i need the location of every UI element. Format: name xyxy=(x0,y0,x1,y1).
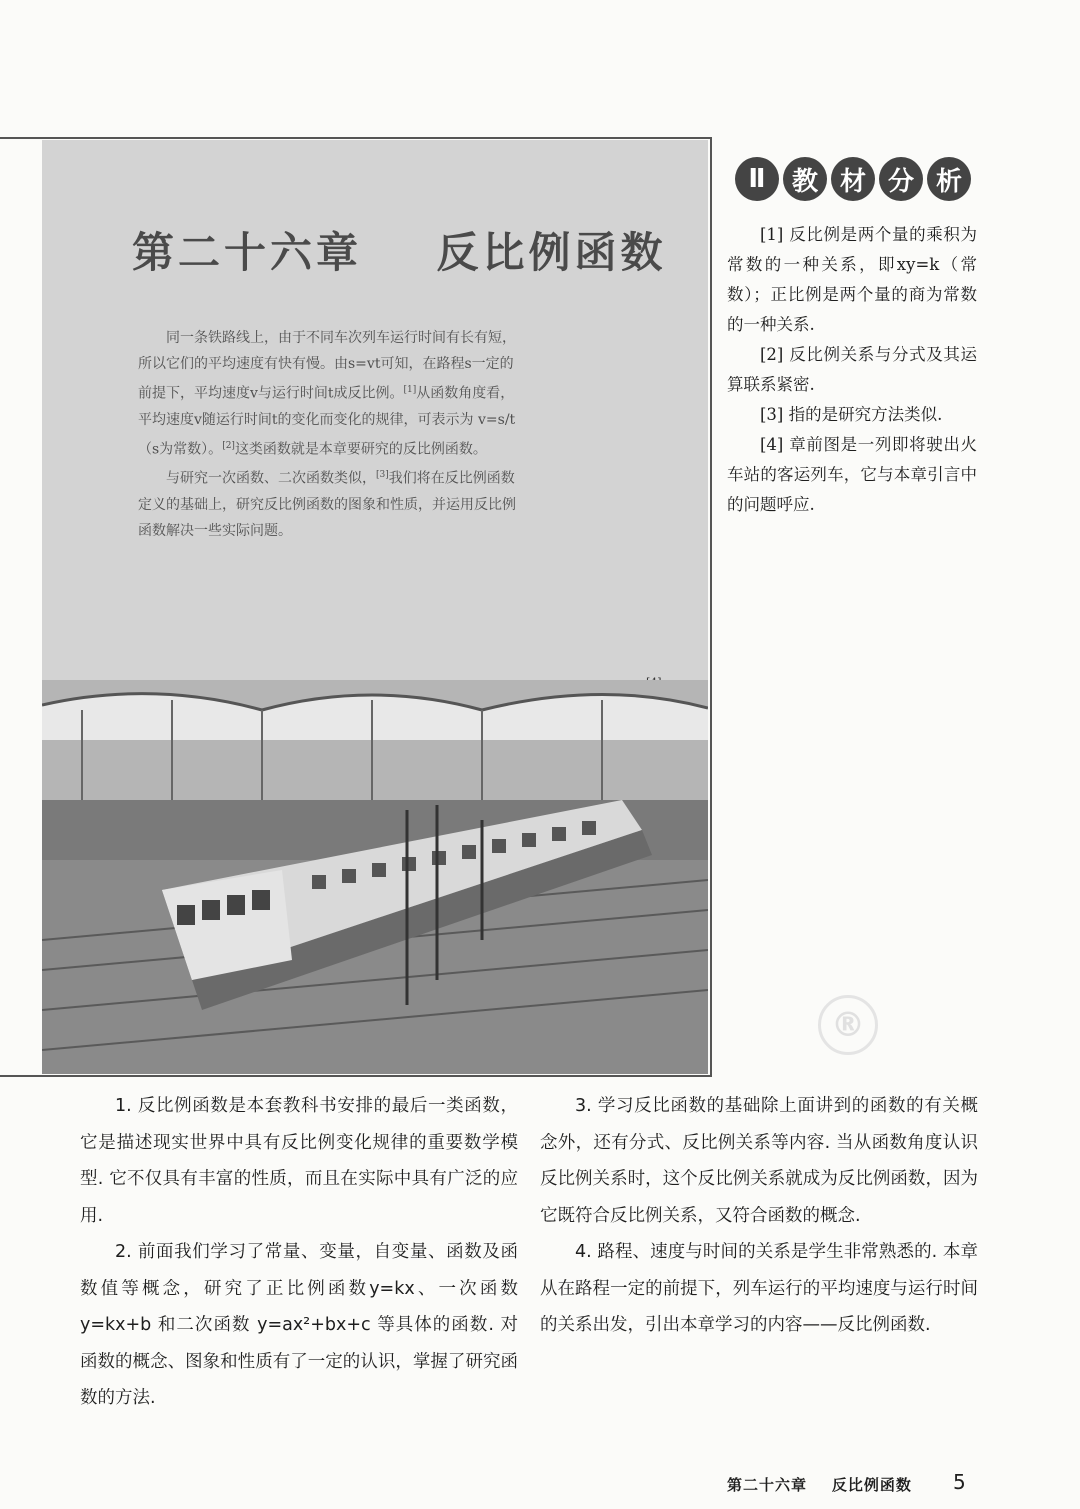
intro-paragraph-1: 同一条铁路线上，由于不同车次列车运行时间有长有短，所以它们的平均速度有快有慢。由s=vt可知，在路程s一定的前提下，平均速度v与运行时间t成反比例。[1]从函数角度看，平均速度v随运行时间t的变化而变化的规律，可表示为 v=s/t（s为常数）。[2]这类函数就是本章要研究的反比例函数。 xyxy=(138,330,516,458)
train-station-photo xyxy=(42,680,708,1074)
ref-marker-3: [3] xyxy=(376,470,389,481)
annotation-notes xyxy=(727,220,977,520)
body-column-right xyxy=(540,1088,978,1344)
running-footer: 第二十六章 反比例函数 xyxy=(727,1476,912,1494)
ref-marker-2: [2] xyxy=(222,440,235,451)
frame-bottom-rule xyxy=(0,1075,712,1077)
section-numeral-badge: Ⅱ xyxy=(735,157,779,201)
heading-char-badge: 析 xyxy=(927,157,971,201)
registered-watermark: ® xyxy=(818,995,878,1055)
heading-char-badge: 材 xyxy=(831,157,875,201)
body-paragraph-3: 3. 学习反比函数的基础除上面讲到的函数的有关概念外，还有分式、反比例关系等内容. 当从函数角度认识反比例关系时，这个反比例关系就成为反比例函数，因为它既符合反比例关系，又符合函数的概念. xyxy=(540,1096,978,1226)
section-heading xyxy=(735,157,971,201)
note-2: [2] 反比例关系与分式及其运算联系紧密. xyxy=(727,345,977,394)
frame-top-rule xyxy=(0,137,712,139)
chapter-opener-panel xyxy=(42,140,708,1074)
body-paragraph-4: 4. 路程、速度与时间的关系是学生非常熟悉的. 本章从在路程一定的前提下，列车运行的平均速度与运行时间的关系出发，引出本章学习的内容——反比例函数. xyxy=(540,1242,978,1335)
chapter-title: 第二十六章 反比例函数 xyxy=(132,228,667,277)
page-number: 5 xyxy=(953,1470,966,1494)
note-1: [1] 反比例是两个量的乘积为常数的一种关系，即xy=k（常数）；正比例是两个量的商为常数的一种关系. xyxy=(727,225,977,334)
body-column-left xyxy=(80,1088,518,1417)
heading-char-badge: 教 xyxy=(783,157,827,201)
note-3: [3] 指的是研究方法类似. xyxy=(760,405,943,424)
heading-char-badge: 分 xyxy=(879,157,923,201)
ref-marker-1: [1] xyxy=(403,385,417,395)
body-paragraph-2: 2. 前面我们学习了常量、变量，自变量、函数及函数值等概念，研究了正比例函数y=kx、一次函数 y=kx+b 和二次函数 y=ax²+bx+c 等具体的函数. 对函数的概念、图象和性质有了一定的认识，掌握了研究函数的方法. xyxy=(80,1242,518,1408)
note-4: [4] 章前图是一列即将驶出火车站的客运列车，它与本章引言中的问题呼应. xyxy=(727,435,977,514)
chapter-intro xyxy=(138,325,520,544)
frame-right-rule xyxy=(710,137,712,1077)
body-paragraph-1: 1. 反比例函数是本套教科书安排的最后一类函数，它是描述现实世界中具有反比例变化规律的重要数学模型. 它不仅具有丰富的性质，而且在实际中具有广泛的应用. xyxy=(80,1096,518,1226)
intro-paragraph-2: 与研究一次函数、二次函数类似，[3]我们将在反比例函数定义的基础上，研究反比例函数的图象和性质，并运用反比例函数解决一些实际问题。 xyxy=(138,470,516,539)
